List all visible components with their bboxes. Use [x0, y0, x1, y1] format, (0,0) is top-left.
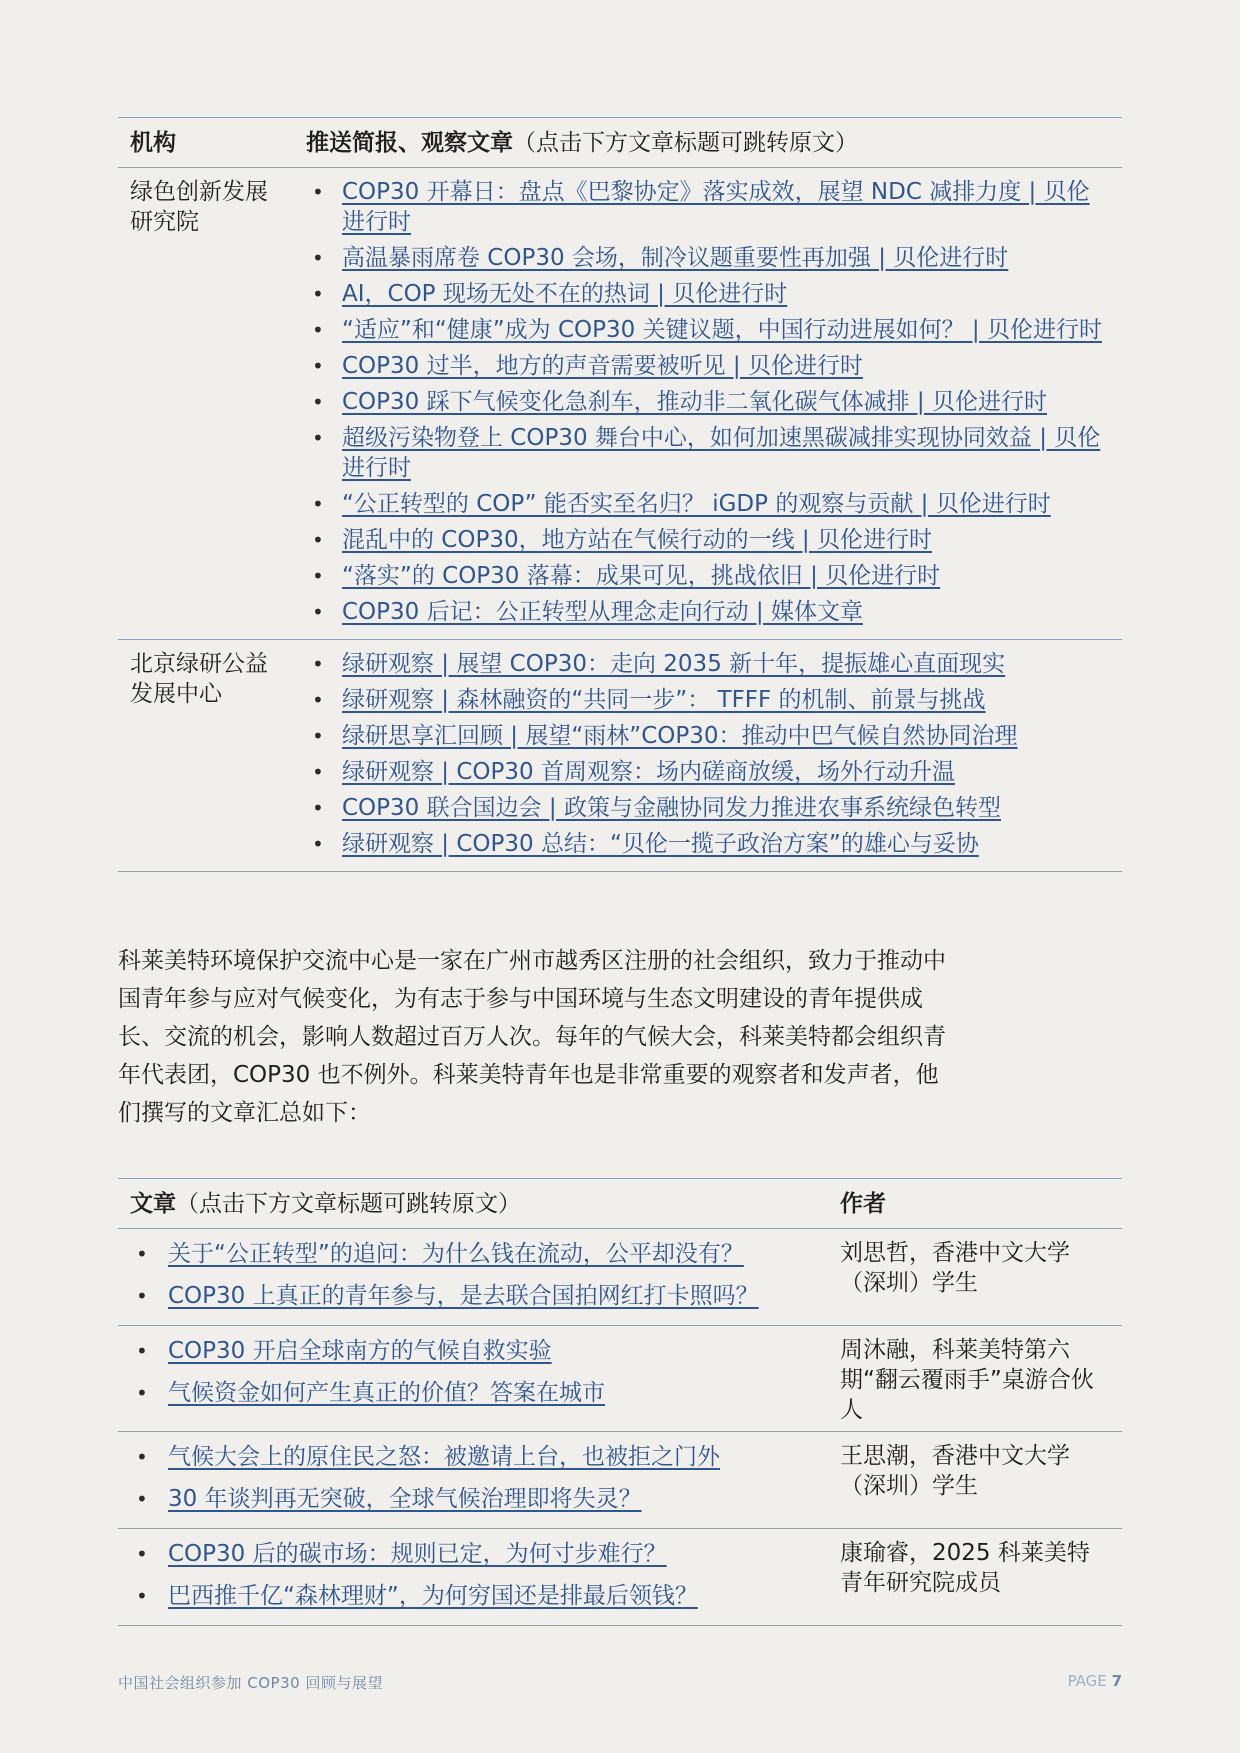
list-item [130, 1442, 816, 1472]
article-link[interactable]: COP30 上真正的青年参与，是去联合国拍网红打卡照吗？ [168, 1283, 759, 1309]
article-link[interactable]: COP30 后的碳市场：规则已定，为何寸步难行？ [168, 1541, 667, 1567]
table-row [118, 1326, 1122, 1432]
table-row [118, 640, 1122, 872]
article-link[interactable]: 超级污染物登上 COP30 舞台中心，如何加速黑碳减排实现协同效益 | 贝伦进行时 [342, 425, 1101, 481]
list-item [306, 793, 1110, 823]
table-row [118, 168, 1122, 640]
list-item [130, 1581, 816, 1611]
table-header-row [118, 1179, 1122, 1229]
article-link[interactable]: AI，COP 现场无处不在的热词 | 贝伦进行时 [342, 281, 788, 307]
header-author: 作者 [828, 1179, 1122, 1229]
list-item [306, 757, 1110, 787]
list-item [306, 423, 1110, 483]
article-list [306, 177, 1110, 627]
article-list [130, 1336, 816, 1408]
article-link[interactable]: COP30 开启全球南方的气候自救实验 [168, 1338, 552, 1364]
list-item [130, 1378, 816, 1408]
article-list [306, 649, 1110, 859]
list-item [130, 1484, 816, 1514]
list-item [306, 649, 1110, 679]
article-link[interactable]: 高温暴雨席卷 COP30 会场，制冷议题重要性再加强 | 贝伦进行时 [342, 245, 1009, 271]
list-item [306, 597, 1110, 627]
list-item [130, 1336, 816, 1366]
page-number: PAGE 7 [1067, 1672, 1122, 1690]
article-link[interactable]: “适应”和“健康”成为 COP30 关键议题，中国行动进展如何？ | 贝伦进行时 [342, 317, 1102, 343]
article-link[interactable]: 绿研观察 | COP30 总结：“贝伦一揽子政治方案”的雄心与妥协 [342, 831, 979, 857]
article-link[interactable]: COP30 开幕日：盘点《巴黎协定》落实成效，展望 NDC 减排力度 | 贝伦进行时 [342, 179, 1090, 235]
header-articles: 推送简报、观察文章（点击下方文章标题可跳转原文） [294, 118, 1122, 168]
list-item [306, 561, 1110, 591]
list-item [306, 351, 1110, 381]
list-item [306, 279, 1110, 309]
table-row [118, 1529, 1122, 1626]
list-item [306, 829, 1110, 859]
article-link[interactable]: “落实”的 COP30 落幕：成果可见，挑战依旧 | 贝伦进行时 [342, 563, 941, 589]
author-name: 王思潮，香港中文大学（深圳）学生 [828, 1432, 1122, 1529]
header-articles: 文章（点击下方文章标题可跳转原文） [118, 1179, 828, 1229]
intro-paragraph: 科莱美特环境保护交流中心是一家在广州市越秀区注册的社会组织，致力于推动中国青年参与应对气候变化，为有志于参与中国环境与生态文明建设的青年提供成长、交流的机会，影响人数超过百万人次。每年的气候大会，科莱美特都会组织青年代表团，COP30 也不例外。科莱美特青年也是非常重要的观察者和发声者，他们撰写的文章汇总如下： [118, 948, 946, 1126]
header-org: 机构 [118, 118, 294, 168]
article-link[interactable]: 绿研观察 | 展望 COP30：走向 2035 新十年，提振雄心直面现实 [342, 651, 1006, 677]
list-item [306, 387, 1110, 417]
header-note: （点击下方文章标题可跳转原文） [176, 1191, 521, 1217]
article-list [130, 1539, 816, 1611]
article-list-cell [118, 1326, 828, 1432]
list-item [306, 525, 1110, 555]
article-link[interactable]: COP30 过半，地方的声音需要被听见 | 贝伦进行时 [342, 353, 863, 379]
header-note: （点击下方文章标题可跳转原文） [513, 130, 858, 156]
article-link[interactable]: 绿研思享汇回顾 | 展望“雨林”COP30：推动中巴气候自然协同治理 [342, 723, 1018, 749]
article-link[interactable]: 绿研观察 | 森林融资的“共同一步”： TFFF 的机制、前景与挑战 [342, 687, 986, 713]
list-item [306, 177, 1110, 237]
article-link[interactable]: “公正转型的 COP” 能否实至名归？ iGDP 的观察与贡献 | 贝伦进行时 [342, 491, 1051, 517]
youth-articles-table [118, 1178, 1122, 1626]
list-item [130, 1281, 816, 1311]
org-name: 北京绿研公益发展中心 [118, 640, 294, 872]
article-link[interactable]: 气候资金如何产生真正的价值？答案在城市 [168, 1380, 605, 1406]
author-name: 刘思哲，香港中文大学（深圳）学生 [828, 1229, 1122, 1326]
list-item [306, 243, 1110, 273]
article-list-cell [294, 640, 1122, 872]
table-row [118, 1229, 1122, 1326]
author-name: 周沐融，科莱美特第六期“翻云覆雨手”桌游合伙人 [828, 1326, 1122, 1432]
article-link[interactable]: COP30 踩下气候变化急刹车，推动非二氧化碳气体减排 | 贝伦进行时 [342, 389, 1047, 415]
article-link[interactable]: 绿研观察 | COP30 首周观察：场内磋商放缓，场外行动升温 [342, 759, 955, 785]
list-item [130, 1539, 816, 1569]
article-list-cell [294, 168, 1122, 640]
list-item [306, 489, 1110, 519]
article-list-cell [118, 1432, 828, 1529]
article-link[interactable]: 30 年谈判再无突破，全球气候治理即将失灵？ [168, 1486, 642, 1512]
article-list [130, 1442, 816, 1514]
footer-title: 中国社会组织参加 COP30 回顾与展望 [118, 1674, 383, 1692]
article-link[interactable]: 气候大会上的原住民之怒：被邀请上台，也被拒之门外 [168, 1444, 720, 1470]
org-name: 绿色创新发展研究院 [118, 168, 294, 640]
article-list-cell [118, 1529, 828, 1626]
table-row [118, 1432, 1122, 1529]
list-item [306, 315, 1110, 345]
article-list [130, 1239, 816, 1311]
list-item [130, 1239, 816, 1269]
article-link[interactable]: 巴西推千亿“森林理财”，为何穷国还是排最后领钱？ [168, 1583, 698, 1609]
list-item [306, 721, 1110, 751]
article-link[interactable]: 混乱中的 COP30，地方站在气候行动的一线 | 贝伦进行时 [342, 527, 932, 553]
table-header-row [118, 118, 1122, 168]
article-link[interactable]: COP30 联合国边会 | 政策与金融协同发力推进农事系统绿色转型 [342, 795, 1001, 821]
author-name: 康瑜睿，2025 科莱美特青年研究院成员 [828, 1529, 1122, 1626]
article-link[interactable]: COP30 后记：公正转型从理念走向行动 | 媒体文章 [342, 599, 863, 625]
list-item [306, 685, 1110, 715]
article-list-cell [118, 1229, 828, 1326]
article-link[interactable]: 关于“公正转型”的追问：为什么钱在流动，公平却没有？ [168, 1241, 744, 1267]
organization-articles-table [118, 117, 1122, 872]
